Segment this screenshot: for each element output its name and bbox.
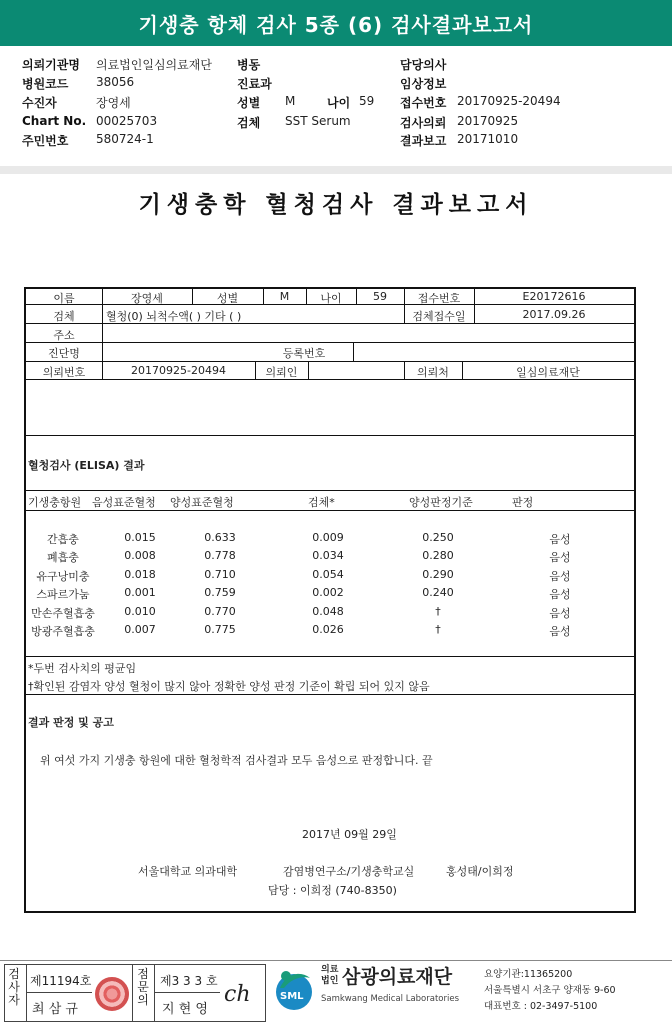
elisa-cell-pos: 0.710 bbox=[204, 567, 236, 581]
hdr-value-patient: 장영세 bbox=[96, 96, 131, 110]
table-rule bbox=[26, 656, 634, 657]
table-rule bbox=[308, 361, 309, 379]
hdr-label-clinical-info: 임상정보 bbox=[400, 77, 447, 91]
hdr-value-chart-no: 00025703 bbox=[96, 114, 158, 128]
value-specimen: 혈청(0) 뇌척수액( ) 기타 ( ) bbox=[106, 310, 242, 323]
elisa-cell-spec: 0.002 bbox=[312, 586, 344, 600]
examiner-no: 제11194호 bbox=[30, 974, 92, 988]
table-rule bbox=[26, 694, 634, 695]
hdr-label-receipt-no: 접수번호 bbox=[400, 96, 447, 110]
elisa-cell-res: 음성 bbox=[549, 625, 571, 638]
elisa-cell-neg: 0.010 bbox=[124, 604, 156, 618]
elisa-cell-name: 유구낭미충 bbox=[36, 569, 90, 583]
org-english: Samkwang Medical Laboratories bbox=[321, 994, 460, 1004]
elisa-cell-spec: 0.034 bbox=[312, 549, 344, 563]
label-requester: 의뢰인 bbox=[265, 366, 298, 379]
elisa-cell-name: 간흡충 bbox=[47, 533, 79, 546]
hdr-label-patient: 수진자 bbox=[22, 96, 57, 110]
label-diagnosis: 진단명 bbox=[48, 347, 80, 360]
judgment-title: 결과 판정 및 공고 bbox=[28, 716, 114, 729]
elisa-cell-pos: 0.759 bbox=[204, 586, 236, 600]
elisa-cell-res: 음성 bbox=[549, 533, 571, 546]
label-requesting-org: 의뢰처 bbox=[417, 366, 449, 379]
table-rule bbox=[26, 510, 634, 511]
section-elisa-title: 혈청검사 (ELISA) 결과 bbox=[28, 459, 145, 472]
hdr-value-hospital-code: 38056 bbox=[96, 75, 135, 89]
elisa-cell-res: 음성 bbox=[549, 588, 571, 602]
col-negative-std: 음성표준혈청 bbox=[92, 496, 156, 509]
elisa-cell-cut: 0.250 bbox=[422, 531, 454, 544]
footer-rule bbox=[132, 964, 133, 1022]
elisa-cell-name: 스파르가눔 bbox=[36, 588, 90, 602]
judgment-text: 위 여섯 가지 기생충 항원에 대한 혈청학적 검사결과 모두 음성으로 판정합니다. 끝 bbox=[40, 754, 433, 767]
institution-staff: 홍성태/이희정 bbox=[446, 865, 514, 878]
elisa-cell-neg: 0.018 bbox=[124, 567, 156, 581]
label-request-no: 의뢰번호 bbox=[42, 366, 86, 379]
value-requesting-org: 일심의료재단 bbox=[516, 366, 580, 379]
seal-stamp-icon bbox=[95, 977, 129, 1011]
hdr-label-age: 나이 bbox=[327, 96, 351, 110]
value-sex: M bbox=[279, 290, 290, 303]
hdr-label-specimen: 검체 bbox=[237, 116, 261, 130]
specialist-no: 제3 3 3 호 bbox=[160, 974, 218, 988]
elisa-cell-name: 폐흡충 bbox=[47, 551, 79, 565]
institution-lab: 감염병연구소/기생충학교실 bbox=[283, 865, 415, 878]
elisa-cell-cut: † bbox=[435, 623, 441, 636]
divider-band bbox=[0, 166, 672, 174]
footer-rule bbox=[154, 992, 220, 993]
institution-univ: 서울대학교 의과대학 bbox=[138, 865, 238, 878]
elisa-cell-name: 만손주혈흡충 bbox=[31, 606, 95, 620]
hdr-value-age: 59 bbox=[359, 94, 375, 108]
elisa-cell-res: 음성 bbox=[549, 606, 571, 620]
org-address: 서울특별시 서초구 양재동 9-60 bbox=[484, 985, 616, 996]
hdr-label-sex: 성별 bbox=[237, 96, 261, 110]
elisa-cell-spec: 0.054 bbox=[312, 567, 344, 581]
hdr-label-chart-no: Chart No. bbox=[22, 114, 87, 128]
col-antigen: 기생충항원 bbox=[28, 496, 82, 509]
hdr-label-ward: 병동 bbox=[237, 58, 261, 72]
examiner-name: 최 삼 규 bbox=[32, 1002, 78, 1017]
hdr-value-receipt-no: 20170925-20494 bbox=[457, 94, 561, 108]
contact: 담당 : 이희정 (740-8350) bbox=[268, 884, 397, 897]
table-rule bbox=[26, 490, 634, 491]
org-name: 삼광의료재단 bbox=[342, 966, 453, 988]
label-address: 주소 bbox=[53, 329, 75, 342]
value-age: 59 bbox=[373, 290, 387, 303]
elisa-cell-spec: 0.009 bbox=[312, 531, 344, 544]
table-rule bbox=[353, 342, 354, 361]
elisa-cell-neg: 0.015 bbox=[124, 531, 156, 544]
value-receipt-no: E20172616 bbox=[522, 290, 586, 303]
elisa-cell-cut: 0.280 bbox=[422, 549, 454, 563]
elisa-cell-cut: † bbox=[435, 604, 441, 618]
elisa-cell-pos: 0.778 bbox=[204, 549, 236, 563]
specialist-name: 지 현 영 bbox=[162, 1002, 208, 1017]
logo-sml-text: SML bbox=[280, 991, 304, 1002]
org-type: 의료법인 bbox=[321, 965, 339, 986]
hdr-value-sex: M bbox=[285, 94, 296, 108]
value-name: 장영세 bbox=[131, 292, 163, 305]
label-registration-no: 등록번호 bbox=[282, 347, 326, 360]
footer-rule bbox=[154, 964, 155, 1022]
col-cutoff: 양성판정기준 bbox=[409, 496, 473, 509]
elisa-cell-neg: 0.007 bbox=[124, 623, 156, 636]
report-title: 기생충 항체 검사 5종 (6) 검사결과보고서 bbox=[138, 13, 534, 37]
hdr-label-department: 진료과 bbox=[237, 77, 272, 91]
label-specimen: 검체 bbox=[53, 310, 75, 323]
hdr-value-report-date: 20171010 bbox=[457, 132, 519, 146]
hdr-value-request-date: 20170925 bbox=[457, 114, 519, 128]
elisa-cell-cut: 0.290 bbox=[422, 567, 454, 581]
label-name: 이름 bbox=[53, 292, 75, 305]
elisa-cell-neg: 0.008 bbox=[124, 549, 156, 563]
table-rule bbox=[26, 361, 634, 362]
col-specimen: 검체* bbox=[308, 496, 335, 509]
elisa-cell-spec: 0.026 bbox=[312, 623, 344, 636]
label-age: 나이 bbox=[320, 292, 342, 305]
col-judgment: 판정 bbox=[512, 496, 534, 509]
elisa-cell-name: 방광주혈흡충 bbox=[31, 625, 95, 638]
elisa-cell-cut: 0.240 bbox=[422, 586, 454, 600]
elisa-cell-pos: 0.633 bbox=[204, 531, 236, 544]
label-receipt-no: 접수번호 bbox=[417, 292, 461, 305]
label-specimen-date: 검체접수일 bbox=[412, 310, 466, 323]
org-code: 요양기관:11365200 bbox=[484, 969, 573, 980]
elisa-cell-res: 음성 bbox=[549, 551, 571, 565]
sml-logo-icon bbox=[270, 964, 318, 1012]
label-sex: 성별 bbox=[216, 292, 239, 305]
table-rule bbox=[26, 342, 634, 343]
specialist-label: 점 문 의 bbox=[137, 967, 149, 1007]
hdr-label-report-date: 결과보고 bbox=[400, 134, 447, 148]
value-request-no: 20170925-20494 bbox=[131, 364, 226, 377]
hdr-value-specimen: SST Serum bbox=[285, 114, 351, 128]
value-specimen-date: 2017.09.26 bbox=[522, 308, 586, 321]
elisa-cell-pos: 0.775 bbox=[204, 623, 236, 636]
report-date: 2017년 09월 29일 bbox=[302, 828, 397, 841]
col-positive-std: 양성표준혈청 bbox=[170, 496, 234, 509]
footer-rule bbox=[26, 964, 27, 1022]
elisa-cell-neg: 0.001 bbox=[124, 586, 156, 600]
hdr-label-resident-no: 주민번호 bbox=[22, 134, 69, 148]
note-cutoff: †확인된 감염자 양성 혈청이 많지 않아 정확한 양성 판정 기준이 확립 되어 있지 않음 bbox=[28, 680, 430, 693]
doc-title: 기생충학 혈청검사 결과보고서 bbox=[138, 191, 534, 218]
org-phone: 대표번호 : 02-3497-5100 bbox=[484, 1001, 598, 1012]
footer-rule bbox=[26, 992, 92, 993]
examiner-label: 검 사 자 bbox=[8, 967, 20, 1007]
hdr-value-institution: 의료법인일심의료재단 bbox=[96, 58, 212, 72]
hdr-label-institution: 의뢰기관명 bbox=[22, 58, 80, 72]
specialist-signature: ch bbox=[224, 982, 251, 1007]
hdr-label-request-date: 검사의뢰 bbox=[400, 116, 447, 130]
elisa-cell-spec: 0.048 bbox=[312, 604, 344, 618]
hdr-label-hospital-code: 병원코드 bbox=[22, 77, 69, 91]
report-header bbox=[0, 46, 672, 166]
hdr-label-doctor: 담당의사 bbox=[400, 58, 447, 72]
elisa-cell-res: 음성 bbox=[549, 569, 571, 583]
report-title-bar bbox=[0, 0, 672, 46]
elisa-cell-pos: 0.770 bbox=[204, 604, 236, 618]
table-rule bbox=[26, 435, 634, 436]
hdr-value-resident-no: 580724-1 bbox=[96, 132, 154, 146]
note-average: *두번 검사치의 평균임 bbox=[28, 662, 137, 675]
